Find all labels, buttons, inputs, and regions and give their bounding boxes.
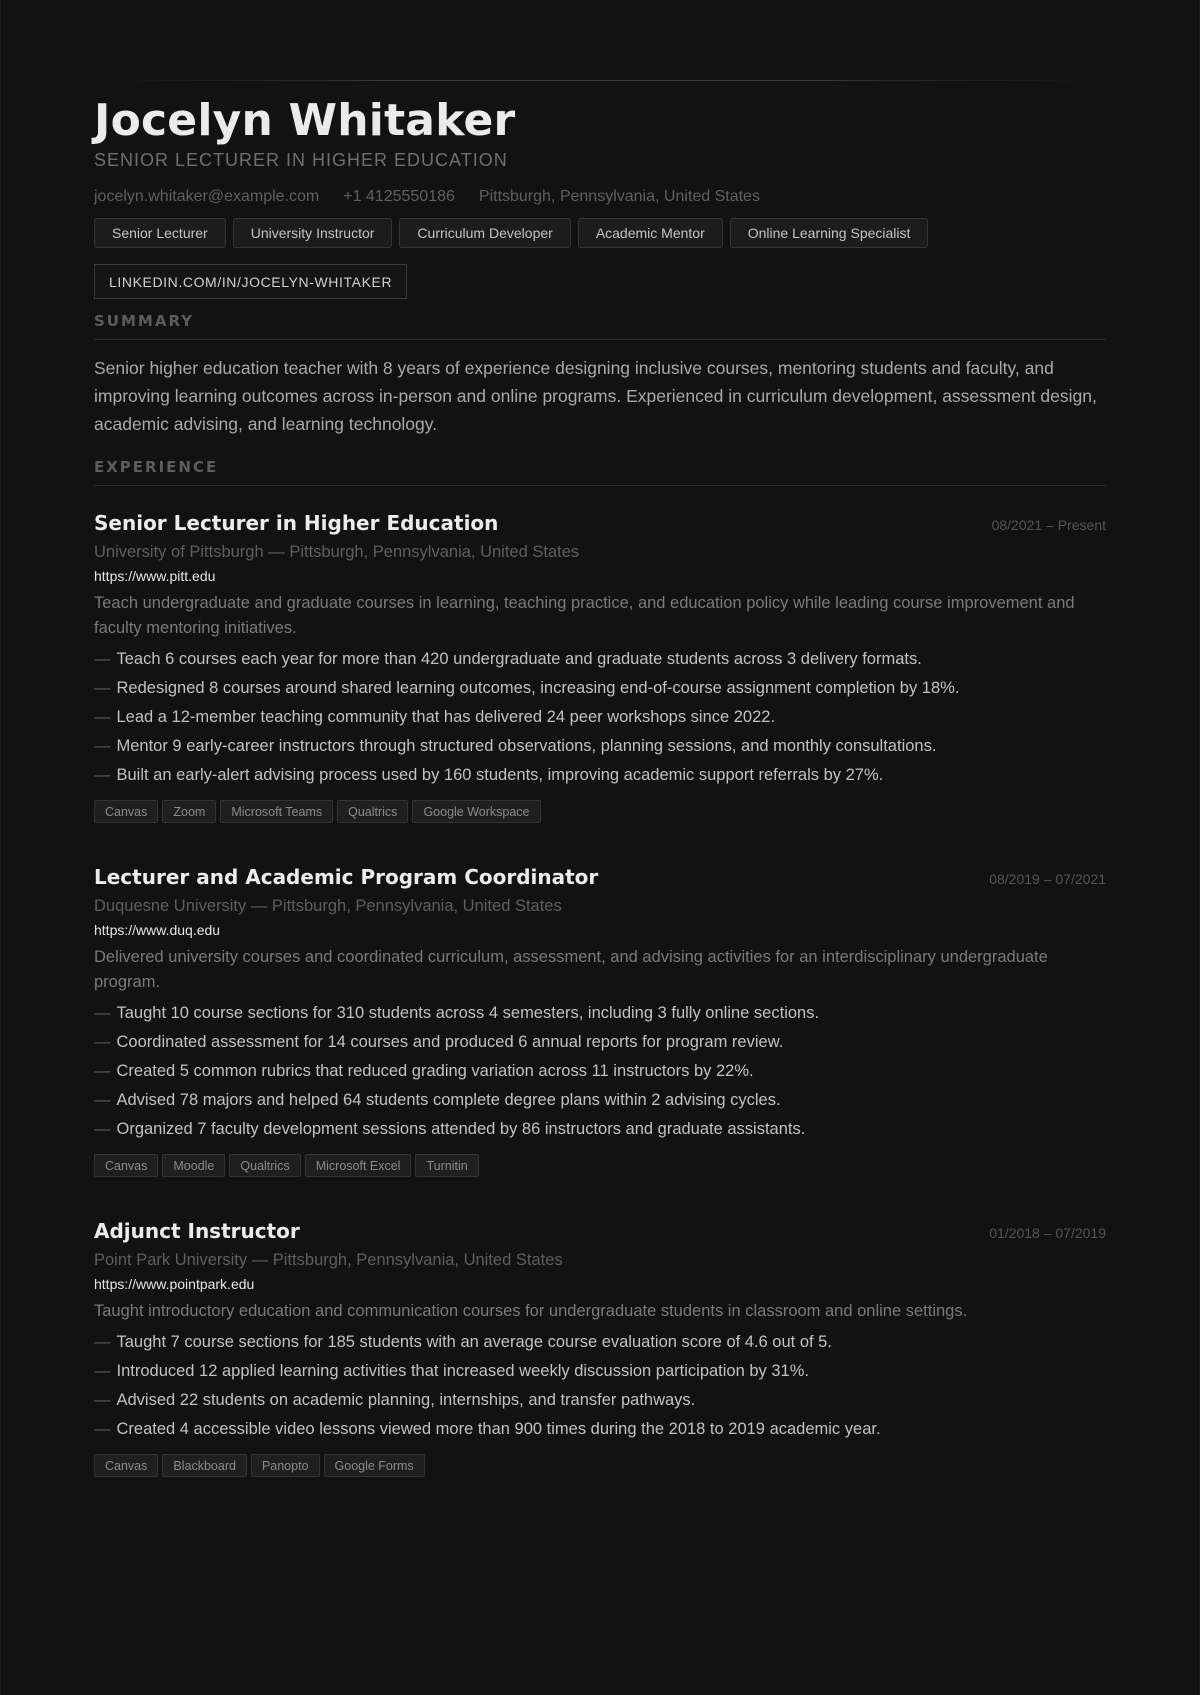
job-organization: Duquesne University — Pittsburgh, Pennsylvania, United States xyxy=(94,897,562,915)
job-title: Adjunct Instructor xyxy=(94,1219,300,1243)
linkedin-link[interactable]: LINKEDIN.COM/IN/JOCELYN-WHITAKER xyxy=(94,264,407,299)
achievement-item: — Built an early-alert advising process used by 160 students, improving academic support referrals by 27%. xyxy=(94,766,884,784)
tool-tag: Microsoft Excel xyxy=(305,1154,412,1177)
achievement-item: — Introduced 12 applied learning activities that increased weekly discussion participation by 31%. xyxy=(94,1362,809,1380)
role-chip: Curriculum Developer xyxy=(399,218,570,248)
tool-tags xyxy=(94,1454,1106,1477)
person-name: Jocelyn Whitaker xyxy=(94,95,516,146)
role-chips xyxy=(94,218,1106,248)
summary-text: Senior higher education teacher with 8 years of experience designing inclusive courses, mentoring students and faculty, and improving learning outcomes across in-person and online programs. Experienced in curriculum development, assessment design, academic advising, and learning technology. xyxy=(94,358,1097,434)
tool-tags xyxy=(94,1154,1106,1177)
job-description: Taught introductory education and communication courses for undergraduate students in classroom and online settings. xyxy=(94,1302,968,1320)
achievement-item: — Taught 10 course sections for 310 students across 4 semesters, including 3 fully online sections. xyxy=(94,1004,820,1022)
job-achievements xyxy=(94,999,1106,1144)
tool-tag: Zoom xyxy=(162,800,216,823)
achievement-item: — Redesigned 8 courses around shared learning outcomes, increasing end-of-course assignment completion by 18%. xyxy=(94,679,960,697)
experience-section xyxy=(94,458,1106,1477)
section-heading-experience: EXPERIENCE xyxy=(94,458,1106,486)
tool-tag: Canvas xyxy=(94,1454,158,1477)
job-title: Senior Lecturer in Higher Education xyxy=(94,511,499,535)
tool-tag: Google Workspace xyxy=(412,800,540,823)
tool-tag: Google Forms xyxy=(324,1454,425,1477)
job-achievements xyxy=(94,645,1106,790)
achievement-item: — Teach 6 courses each year for more than 420 undergraduate and graduate students across 3 delivery formats. xyxy=(94,650,922,668)
section-heading-summary: SUMMARY xyxy=(94,312,1106,340)
achievement-item: — Coordinated assessment for 14 courses and produced 6 annual reports for program review. xyxy=(94,1033,784,1051)
achievement-item: — Created 4 accessible video lessons viewed more than 900 times during the 2018 to 2019 academic year. xyxy=(94,1420,881,1438)
job-achievements xyxy=(94,1328,1106,1444)
contact-location: Pittsburgh, Pennsylvania, United States xyxy=(478,188,760,205)
tool-tag: Canvas xyxy=(94,800,158,823)
job-url-link[interactable]: https://www.pitt.edu xyxy=(94,568,216,584)
role-chip: Senior Lecturer xyxy=(94,218,226,248)
achievement-item: — Created 5 common rubrics that reduced grading variation across 11 instructors by 22%. xyxy=(94,1062,754,1080)
job-entry xyxy=(94,511,1106,823)
job-url-link[interactable]: https://www.duq.edu xyxy=(94,922,221,938)
person-headline: SENIOR LECTURER IN HIGHER EDUCATION xyxy=(94,150,508,170)
tool-tag: Microsoft Teams xyxy=(220,800,333,823)
role-chip: University Instructor xyxy=(233,218,393,248)
achievement-item: — Advised 22 students on academic planning, internships, and transfer pathways. xyxy=(94,1391,696,1409)
job-entry xyxy=(94,865,1106,1177)
tool-tag: Panopto xyxy=(251,1454,320,1477)
job-description: Teach undergraduate and graduate courses in learning, teaching practice, and education policy while leading course improvement and faculty mentoring initiatives. xyxy=(94,594,1075,637)
role-chip: Academic Mentor xyxy=(578,218,723,248)
summary-section xyxy=(94,312,1106,438)
achievement-item: — Mentor 9 early-career instructors through structured observations, planning sessions, and monthly consultations. xyxy=(94,737,937,755)
tool-tag: Qualtrics xyxy=(337,800,408,823)
resume-header xyxy=(94,0,1106,299)
contact-email[interactable]: jocelyn.whitaker@example.com xyxy=(94,188,320,205)
job-title: Lecturer and Academic Program Coordinator xyxy=(94,865,599,889)
achievement-item: — Taught 7 course sections for 185 students with an average course evaluation score of 4.6 out of 5. xyxy=(94,1333,832,1351)
achievement-item: — Advised 78 majors and helped 64 students complete degree plans within 2 advising cycles. xyxy=(94,1091,781,1109)
tool-tags xyxy=(94,800,1106,823)
role-chip: Online Learning Specialist xyxy=(730,218,929,248)
contact-phone[interactable]: +1 4125550186 xyxy=(343,188,455,205)
tool-tag: Blackboard xyxy=(162,1454,247,1477)
tool-tag: Qualtrics xyxy=(229,1154,300,1177)
job-dates: 01/2018 – 07/2019 xyxy=(989,1225,1106,1241)
top-divider xyxy=(111,80,1091,81)
tool-tag: Turnitin xyxy=(415,1154,478,1177)
tool-tag: Canvas xyxy=(94,1154,158,1177)
tool-tag: Moodle xyxy=(162,1154,225,1177)
job-organization: Point Park University — Pittsburgh, Pennsylvania, United States xyxy=(94,1251,563,1269)
achievement-item: — Lead a 12-member teaching community that has delivered 24 peer workshops since 2022. xyxy=(94,708,776,726)
job-url-link[interactable]: https://www.pointpark.edu xyxy=(94,1276,255,1292)
contact-info xyxy=(94,188,1106,206)
job-entry xyxy=(94,1219,1106,1477)
job-organization: University of Pittsburgh — Pittsburgh, Pennsylvania, United States xyxy=(94,543,580,561)
achievement-item: — Organized 7 faculty development sessions attended by 86 instructors and graduate assistants. xyxy=(94,1120,806,1138)
job-description: Delivered university courses and coordinated curriculum, assessment, and advising activities for an interdisciplinary undergraduate program. xyxy=(94,948,1048,991)
job-dates: 08/2021 – Present xyxy=(991,517,1106,533)
job-dates: 08/2019 – 07/2021 xyxy=(989,871,1106,887)
